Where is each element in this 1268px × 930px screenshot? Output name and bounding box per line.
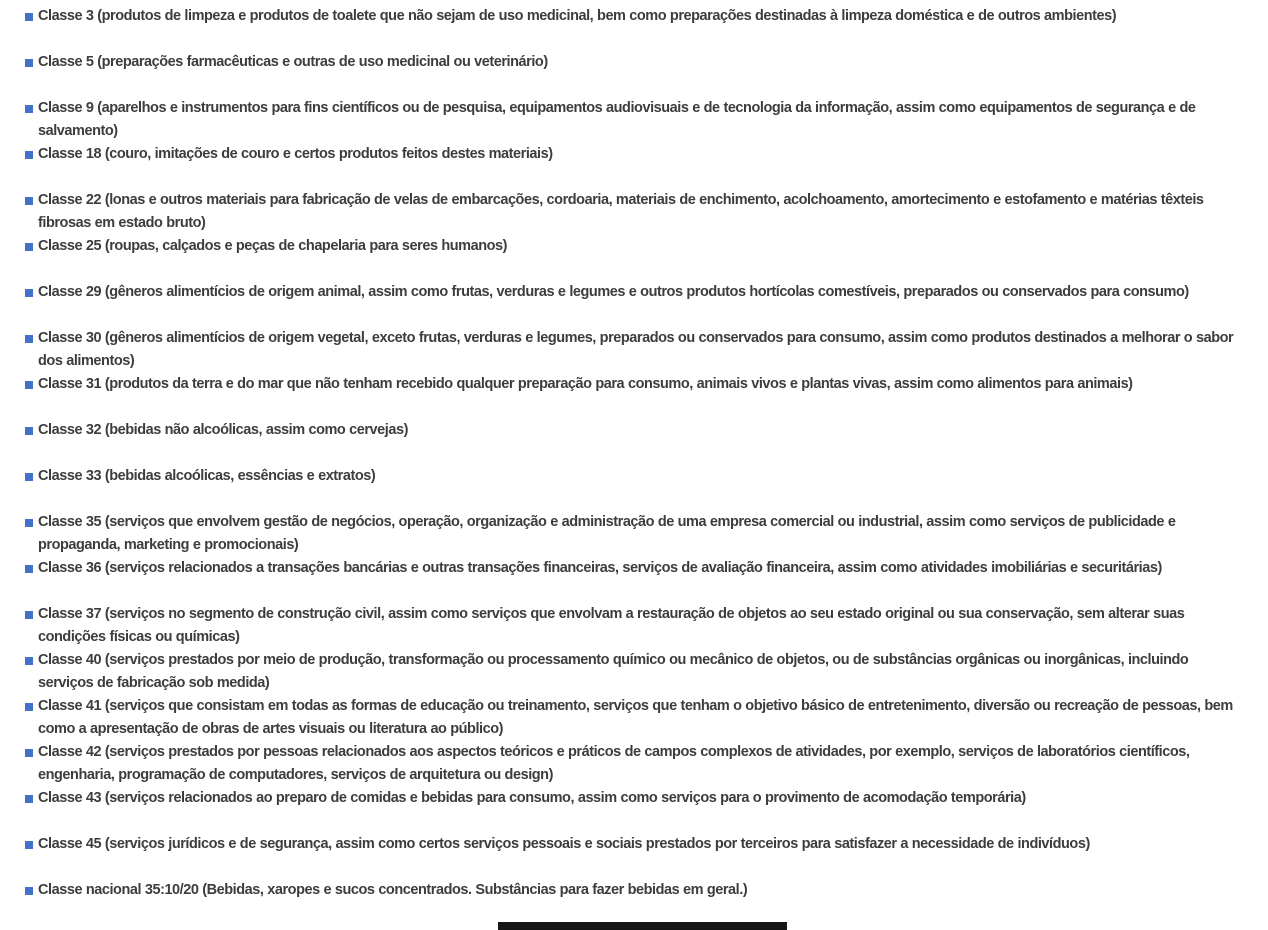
list-item-text: Classe 30 (gêneros alimentícios de origem vegetal, exceto frutas, verduras e legumes, preparados ou conservados para consumo, assim como produtos destinados a melhorar o sabor dos alimentos) [38, 330, 1234, 369]
bullet-square-icon [25, 427, 33, 435]
list-item-text: Classe 37 (serviços no segmento de construção civil, assim como serviços que envolvam a restauração de objetos ao seu estado original ou sua conservação, sem alterar suas condições físicas ou químicas) [38, 606, 1185, 645]
list-item [25, 5, 1242, 51]
list-item [25, 787, 1242, 833]
bullet-square-icon [25, 657, 33, 665]
list-item [25, 879, 1242, 925]
list-item [25, 603, 1242, 649]
list-item [25, 833, 1242, 879]
bullet-square-icon [25, 59, 33, 67]
list-item-text: Classe 43 (serviços relacionados ao preparo de comidas e bebidas para consumo, assim como serviços para o provimento de acomodação temporária) [38, 790, 1026, 806]
trademark-class-list [25, 5, 1242, 925]
list-item [25, 143, 1242, 189]
list-item [25, 189, 1242, 235]
list-item-text: Classe nacional 35:10/20 (Bebidas, xaropes e sucos concentrados. Substâncias para fazer bebidas em geral.) [38, 882, 748, 898]
list-item [25, 649, 1242, 695]
list-item [25, 373, 1242, 419]
list-item [25, 235, 1242, 281]
list-item-text: Classe 36 (serviços relacionados a transações bancárias e outras transações financeiras, serviços de avaliação financeira, assim como atividades imobiliárias e securitárias) [38, 560, 1162, 576]
list-item-text: Classe 33 (bebidas alcoólicas, essências e extratos) [38, 468, 376, 484]
list-item [25, 557, 1242, 603]
list-item [25, 511, 1242, 557]
list-item [25, 741, 1242, 787]
bullet-square-icon [25, 151, 33, 159]
bullet-square-icon [25, 519, 33, 527]
list-item-text: Classe 9 (aparelhos e instrumentos para fins científicos ou de pesquisa, equipamentos audiovisuais e de tecnologia da informação, assim como equipamentos de segurança e de salvamento) [38, 100, 1196, 139]
bullet-square-icon [25, 381, 33, 389]
bullet-square-icon [25, 887, 33, 895]
list-item-text: Classe 40 (serviços prestados por meio de produção, transformação ou processamento químico ou mecânico de objetos, ou de substâncias orgânicas ou inorgânicas, incluindo serviços de fabricação sob medida) [38, 652, 1189, 691]
bullet-square-icon [25, 243, 33, 251]
bullet-square-icon [25, 611, 33, 619]
list-item-text: Classe 5 (preparações farmacêuticas e outras de uso medicinal ou veterinário) [38, 54, 548, 70]
bullet-square-icon [25, 473, 33, 481]
list-item [25, 465, 1242, 511]
list-item-text: Classe 35 (serviços que envolvem gestão de negócios, operação, organização e administração de uma empresa comercial ou industrial, assim como serviços de publicidade e propaganda, marketing e promocionais) [38, 514, 1176, 553]
list-item-text: Classe 31 (produtos da terra e do mar que não tenham recebido qualquer preparação para consumo, animais vivos e plantas vivas, assim como alimentos para animais) [38, 376, 1133, 392]
list-item [25, 97, 1242, 143]
bullet-square-icon [25, 13, 33, 21]
list-item-text: Classe 18 (couro, imitações de couro e certos produtos feitos destes materiais) [38, 146, 553, 162]
bullet-square-icon [25, 841, 33, 849]
list-item-text: Classe 42 (serviços prestados por pessoas relacionados aos aspectos teóricos e práticos de campos complexos de atividades, por exemplo, serviços de laboratórios científicos, engenharia, programação de computadores, serviços de arquitetura ou design) [38, 744, 1190, 783]
bullet-square-icon [25, 105, 33, 113]
list-item-text: Classe 32 (bebidas não alcoólicas, assim como cervejas) [38, 422, 408, 438]
bullet-square-icon [25, 197, 33, 205]
bullet-square-icon [25, 289, 33, 297]
bullet-square-icon [25, 749, 33, 757]
list-item [25, 419, 1242, 465]
list-item [25, 327, 1242, 373]
bullet-square-icon [25, 703, 33, 711]
list-item [25, 51, 1242, 97]
list-item-text: Classe 22 (lonas e outros materiais para fabricação de velas de embarcações, cordoaria, materiais de enchimento, acolchoamento, amortecimento e estofamento e matérias têxteis fibrosas em estado bruto) [38, 192, 1204, 231]
bullet-square-icon [25, 565, 33, 573]
list-item-text: Classe 29 (gêneros alimentícios de origem animal, assim como frutas, verduras e legumes e outros produtos hortícolas comestíveis, preparados ou conservados para consumo) [38, 284, 1189, 300]
list-item-text: Classe 25 (roupas, calçados e peças de chapelaria para seres humanos) [38, 238, 508, 254]
list-item-text: Classe 45 (serviços jurídicos e de segurança, assim como certos serviços pessoais e sociais prestados por terceiros para satisfazer a necessidade de indivíduos) [38, 836, 1090, 852]
list-item-text: Classe 41 (serviços que consistam em todas as formas de educação ou treinamento, serviços que tenham o objetivo básico de entretenimento, diversão ou recreação de pessoas, bem como a apresentação de obras de artes visuais ou literatura ao público) [38, 698, 1233, 737]
list-item [25, 281, 1242, 327]
bullet-square-icon [25, 335, 33, 343]
list-item-text: Classe 3 (produtos de limpeza e produtos de toalete que não sejam de uso medicinal, bem como preparações destinadas à limpeza doméstica e de outros ambientes) [38, 8, 1117, 24]
bullet-square-icon [25, 795, 33, 803]
list-item [25, 695, 1242, 741]
bottom-dark-bar [498, 922, 787, 930]
